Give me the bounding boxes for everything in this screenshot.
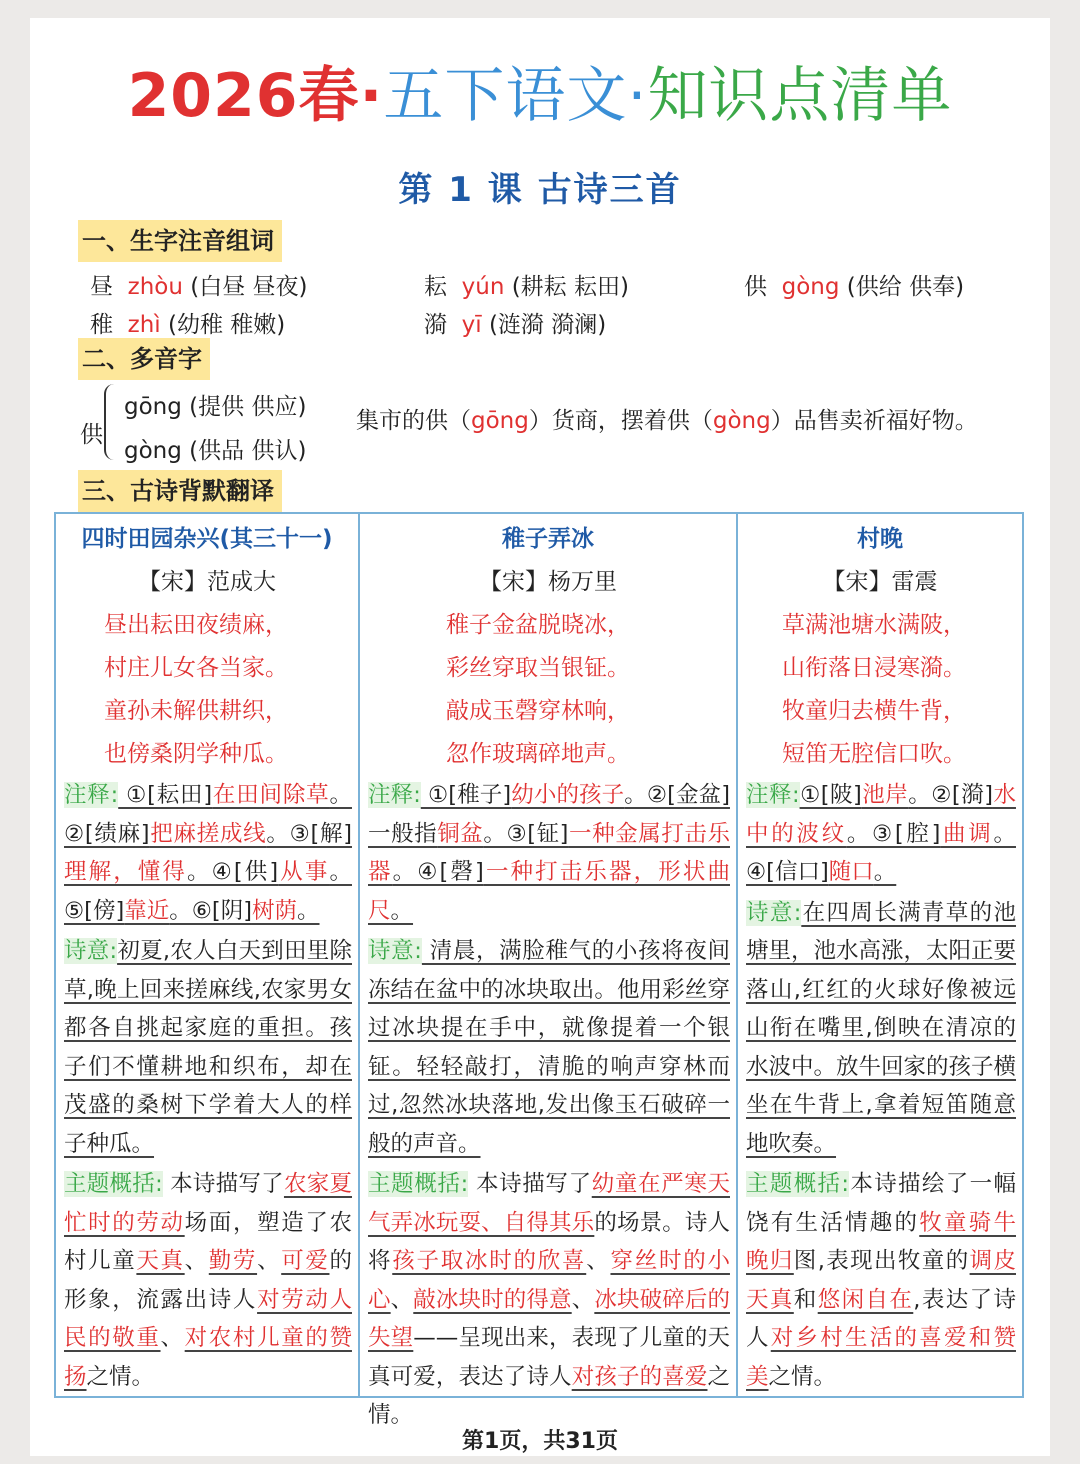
note-explanation: 理解，懂得 xyxy=(64,859,188,885)
theme-keyword: 幼童在严寒天气弄冰玩耍、自得其乐 xyxy=(368,1171,730,1236)
poem-line: 山衔落日浸寒漪。 xyxy=(782,655,966,681)
theme-text: 、 xyxy=(390,1286,414,1313)
theme-text: 的场景。诗人将 xyxy=(368,1209,730,1274)
poem-line: 童孙未解供耕织， xyxy=(104,698,288,724)
char-entry: 稚 zhì (幼稚 稚嫩) xyxy=(90,312,286,338)
poem-column-2 xyxy=(360,514,738,1428)
theme-keyword: 冰块破碎后的失望 xyxy=(368,1286,730,1351)
poem-title: 村晚 xyxy=(857,526,903,552)
meaning-label: 诗意: xyxy=(746,899,802,926)
note-term: 。④[信口] xyxy=(746,820,1016,885)
note-term: 。③[腔] xyxy=(846,820,941,847)
char-entry: 漪 yī (涟漪 漪澜) xyxy=(424,312,607,338)
page-footer: 第1页，共31页 xyxy=(462,1429,618,1454)
note-term: 。②[漪] xyxy=(908,782,993,808)
theme-keyword: 敲冰块时的得意 xyxy=(413,1286,572,1313)
note-term: 。②[金盆]一般指 xyxy=(368,782,730,847)
meaning-text: 初夏,农人白天到田里除草,晚上回来搓麻线,农家男女都各自挑起家庭的重担。孩子们不懂耕地和织布，却在茂盛的桑树下学着大人的样子种瓜。 xyxy=(64,938,352,1157)
note-explanation: 铜盆 xyxy=(437,820,484,847)
note-explanation: 在田间除草 xyxy=(212,782,330,808)
char-entry: 供 gòng (供给 供奉) xyxy=(744,274,965,300)
poem-line: 短笛无腔信口吹。 xyxy=(782,741,966,767)
theme-keyword: 对乡村生活的喜爱和赞美 xyxy=(746,1325,1016,1390)
note-explanation: 从事 xyxy=(278,859,330,885)
poem-line: 村庄儿女各当家。 xyxy=(104,655,288,681)
theme-keyword: 孩子取冰时的欣喜 xyxy=(392,1248,587,1274)
poem-line: 昼出耘田夜绩麻， xyxy=(104,612,288,638)
poem-meaning xyxy=(368,932,730,1163)
poem-column-3 xyxy=(738,514,1022,1396)
theme-text: 的形象，流露出诗人 xyxy=(64,1248,352,1313)
theme-text: 之情。 xyxy=(86,1363,155,1390)
note-explanation: 一种打击乐器，形状曲尺 xyxy=(368,859,730,924)
char-entry: 昼 zhòu (白昼 昼夜) xyxy=(90,274,308,300)
theme-text: 之情。 xyxy=(368,1363,730,1428)
page-title xyxy=(0,48,1080,134)
theme-keyword: 农家夏忙时的劳动 xyxy=(64,1171,352,1236)
title-year: 2026春· xyxy=(127,61,384,131)
note-term: ①[耘田] xyxy=(118,782,213,808)
note-explanation: 靠近 xyxy=(124,897,170,924)
poem-column-1 xyxy=(56,514,360,1396)
theme-text: 场面，塑造了农村儿童 xyxy=(64,1209,352,1274)
section-heading-poems: 三、古诗背默翻译 xyxy=(78,470,282,512)
poem-line: 牧童归去横牛背， xyxy=(782,698,966,724)
brace-shape xyxy=(104,384,120,460)
note-explanation: 曲调 xyxy=(940,820,994,847)
theme-keyword: 对农村儿童的赞扬 xyxy=(64,1325,352,1390)
theme-text: 、 xyxy=(257,1248,282,1274)
note-term: 。②[绩麻] xyxy=(64,782,352,847)
theme-label: 主题概括: xyxy=(746,1171,849,1197)
theme-text: 、 xyxy=(571,1286,595,1313)
note-term: 。③[解] xyxy=(266,820,352,847)
poem-title: 稚子弄冰 xyxy=(502,526,594,552)
note-explanation: 池岸 xyxy=(861,782,909,808)
note-term: 。④[磬] xyxy=(392,859,484,885)
note-term: ①[稚子] xyxy=(420,782,512,808)
theme-text: ——呈现出来，表现了儿童的天真可爱，表达了诗人 xyxy=(368,1325,730,1390)
polyphone-sentence: 集市的供（gōng）货商，摆着供（gòng）品售卖祈福好物。 xyxy=(356,408,978,434)
theme-text: 图,表现出牧童的 xyxy=(793,1248,970,1274)
title-list: 知识点清单 xyxy=(647,61,953,131)
theme-keyword: 天真 xyxy=(136,1248,185,1274)
notes-label: 注释: xyxy=(368,782,421,808)
poem-table xyxy=(54,512,1024,1428)
theme-keyword: 调皮天真 xyxy=(746,1248,1016,1313)
notes-label: 注释: xyxy=(746,782,800,808)
note-explanation: 幼小的孩子 xyxy=(511,782,625,808)
theme-text: 之情。 xyxy=(768,1363,837,1390)
section-heading-polyphone: 二、多音字 xyxy=(78,338,210,380)
theme-keyword: 勤劳 xyxy=(208,1248,258,1274)
note-term: 。④[供] xyxy=(187,859,279,885)
note-term: 。⑥[阴] xyxy=(169,897,252,924)
note-explanation: 把麻搓成线 xyxy=(149,820,267,847)
char-entry: 耘 yún (耕耘 耘田) xyxy=(424,274,629,300)
theme-keyword: 悠闲自在 xyxy=(817,1286,914,1313)
section-heading-characters: 一、生字注音组词 xyxy=(78,220,282,262)
theme-keyword: 对劳动人民的敬重 xyxy=(64,1286,352,1351)
poem-theme xyxy=(64,1165,352,1396)
poem-line: 草满池塘水满陂， xyxy=(782,612,966,638)
poem-meaning xyxy=(746,894,1016,1164)
poem-notes xyxy=(368,776,730,930)
title-subject: 五下语文· xyxy=(383,61,648,131)
poem-theme xyxy=(368,1165,730,1435)
poem-title: 四时田园杂兴(其三十一) xyxy=(81,526,333,552)
poem-author: 【宋】杨万里 xyxy=(479,569,617,595)
note-explanation: 一种金属打击乐器 xyxy=(368,820,730,885)
poem-line: 稚子金盆脱晓冰， xyxy=(446,612,630,638)
theme-keyword: 可爱 xyxy=(281,1248,330,1274)
theme-text: 、 xyxy=(586,1248,611,1274)
note-term: 。 xyxy=(873,859,897,885)
theme-keyword: 对孩子的喜爱 xyxy=(571,1363,708,1390)
notes-label: 注释: xyxy=(64,782,119,808)
note-term: 。 xyxy=(390,897,414,924)
polyphone-reading-2: gòng (供品 供认) xyxy=(124,438,307,464)
poem-author: 【宋】雷震 xyxy=(822,569,938,595)
poem-author: 【宋】范成大 xyxy=(138,569,276,595)
poem-notes xyxy=(64,776,352,930)
note-term: 。③[钲] xyxy=(483,820,569,847)
note-explanation: 随口 xyxy=(828,859,874,885)
theme-text: 、 xyxy=(160,1325,185,1351)
note-term: ①[陂] xyxy=(799,782,862,808)
poem-line: 彩丝穿取当银钲。 xyxy=(446,655,630,681)
meaning-label: 诗意: xyxy=(368,938,422,964)
poem-line: 忽作玻璃碎地声。 xyxy=(446,741,630,767)
poem-line: 也傍桑阴学种瓜。 xyxy=(104,741,288,767)
lesson-title: 第 1 课 古诗三首 xyxy=(398,170,682,210)
theme-text: 本诗描写了 xyxy=(468,1171,592,1197)
theme-text: ,表达了诗人 xyxy=(746,1286,1016,1351)
theme-label: 主题概括: xyxy=(64,1171,163,1197)
note-explanation: 树荫 xyxy=(251,897,297,924)
meaning-label: 诗意: xyxy=(64,938,118,964)
poem-theme xyxy=(746,1165,1016,1396)
theme-text: 、 xyxy=(184,1248,209,1274)
poem-notes xyxy=(746,776,1016,892)
polyphone-reading-1: gōng (提供 供应) xyxy=(124,394,307,420)
meaning-text: 清晨，满脸稚气的小孩将夜间冻结在盆中的冰块取出。他用彩丝穿过冰块提在手中，就像提着一个银钲。轻轻敲打，清脆的响声穿林而过,忽然冰块落地,发出像玉石破碎一般的声音。 xyxy=(368,938,730,1157)
meaning-text: 在四周长满青草的池塘里，池水高涨，太阳正要落山,红红的火球好像被远山衔在嘴里,倒映在清凉的水波中。放牛回家的孩子横坐在牛背上,拿着短笛随意地吹奏。 xyxy=(746,899,1017,1157)
theme-label: 主题概括: xyxy=(368,1171,469,1197)
theme-text: 本诗描写了 xyxy=(162,1171,284,1197)
theme-keyword: 牧童骑牛晚归 xyxy=(746,1209,1016,1274)
theme-keyword: 穿丝时的小心 xyxy=(368,1248,730,1313)
poem-meaning xyxy=(64,932,352,1163)
theme-text: 和 xyxy=(793,1286,818,1313)
theme-text: 本诗描绘了一幅饶有生活情趣的 xyxy=(746,1171,1016,1236)
poem-line: 敲成玉磬穿林响， xyxy=(446,698,630,724)
note-term: 。⑤[傍] xyxy=(64,859,352,924)
note-explanation: 水中的波纹 xyxy=(746,782,1016,847)
note-term: 。 xyxy=(297,897,320,924)
polyphone-char: 供 xyxy=(80,422,103,448)
